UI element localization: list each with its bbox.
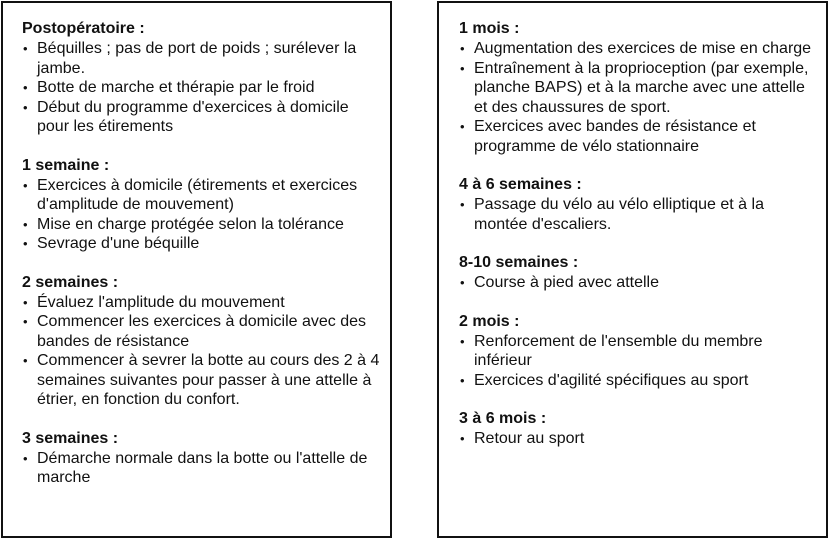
section-title: 1 mois : [459, 20, 520, 37]
list-item: • Évaluez l'amplitude du mouvement [22, 293, 382, 313]
list-item: • Béquilles ; pas de port de poids ; surélever la jambe. [22, 39, 382, 78]
list-item: • Exercices avec bandes de résistance et programme de vélo stationnaire [459, 117, 818, 156]
list-item: • Course à pied avec attelle [459, 273, 818, 293]
item-list [459, 39, 818, 156]
section-title: 4 à 6 semaines : [459, 176, 582, 193]
list-item: • Sevrage d'une béquille [22, 234, 382, 254]
item-list [22, 293, 382, 410]
list-item: • Exercices à domicile (étirements et exercices d'amplitude de mouvement) [22, 176, 382, 215]
list-item: • Retour au sport [459, 429, 818, 449]
list-item: • Démarche normale dans la botte ou l'attelle de marche [22, 449, 382, 488]
section-title: 1 semaine : [22, 156, 110, 174]
section-title: 2 semaines : [22, 273, 119, 291]
list-item: • Passage du vélo au vélo elliptique et à la montée d'escaliers. [459, 195, 818, 234]
item-list [22, 176, 382, 254]
section-8-10-weeks [459, 253, 818, 293]
list-item: • Début du programme d'exercices à domicile pour les étirements [22, 98, 382, 137]
section-postoperative [22, 19, 382, 137]
item-list [459, 429, 818, 449]
section-3-6-months [459, 409, 818, 449]
section-3-weeks [22, 429, 382, 488]
item-list [22, 39, 382, 137]
section-title: 3 à 6 mois : [459, 410, 547, 427]
item-list [459, 195, 818, 234]
section-1-month [459, 19, 818, 156]
list-item: • Entraînement à la proprioception (par exemple, planche BAPS) et à la marche avec une attelle et des chaussures de sport. [459, 59, 818, 118]
left-panel [1, 1, 392, 538]
section-2-weeks [22, 273, 382, 410]
section-1-week [22, 156, 382, 254]
list-item: • Renforcement de l'ensemble du membre inférieur [459, 332, 818, 371]
item-list [459, 273, 818, 293]
item-list [22, 449, 382, 488]
list-item: • Exercices d'agilité spécifiques au sport [459, 371, 818, 391]
section-title: Postopératoire : [22, 20, 145, 37]
section-2-months [459, 312, 818, 391]
right-panel [437, 1, 828, 538]
section-4-6-weeks [459, 175, 818, 234]
list-item: • Commencer les exercices à domicile avec des bandes de résistance [22, 312, 382, 351]
list-item: • Botte de marche et thérapie par le froid [22, 78, 382, 98]
item-list [459, 332, 818, 391]
list-item: • Mise en charge protégée selon la tolérance [22, 215, 382, 235]
section-title: 2 mois : [459, 312, 520, 330]
section-title: 3 semaines : [22, 429, 119, 447]
list-item: • Commencer à sevrer la botte au cours des 2 à 4 semaines suivantes pour passer à une attelle à étrier, en fonction du confort. [22, 351, 382, 410]
section-title: 8-10 semaines : [459, 254, 579, 271]
list-item: • Augmentation des exercices de mise en charge [459, 39, 818, 59]
